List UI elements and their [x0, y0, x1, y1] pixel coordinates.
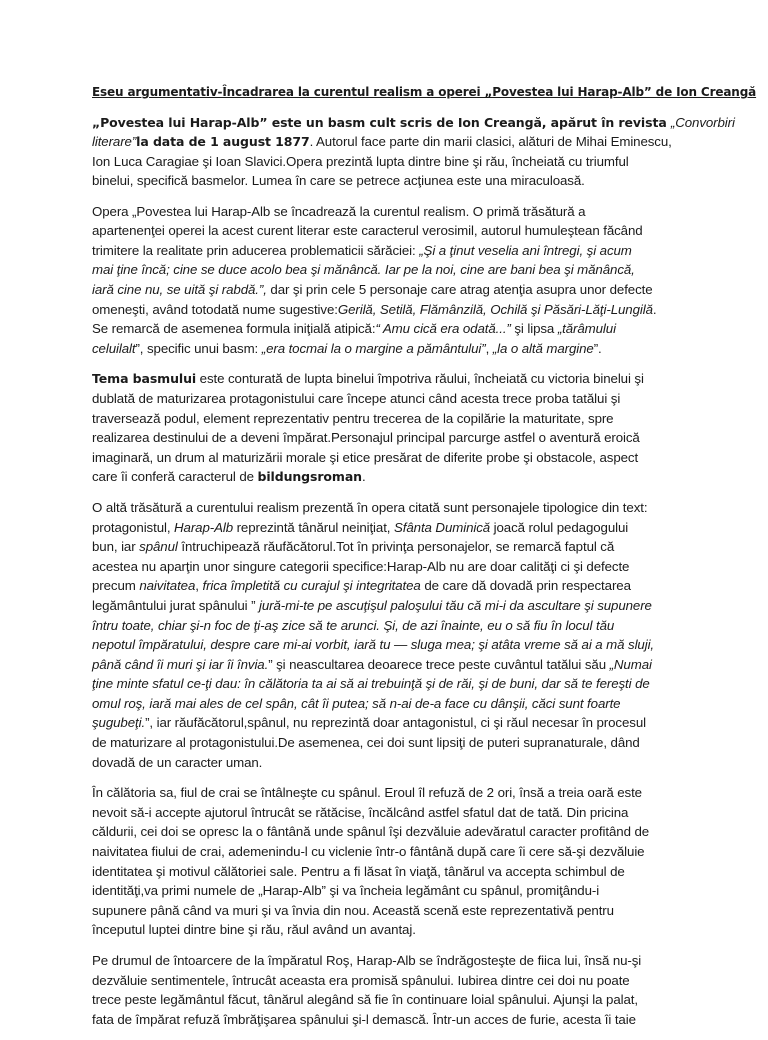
text-line — [92, 221, 692, 241]
text-line — [92, 635, 692, 655]
text-run: O altă trăsătură a curentului realism prezentă în opera citată sunt personajele tipologice din text: — [92, 499, 648, 515]
text-run: Se remarcă de asemenea formula iniţială atipică: — [92, 321, 376, 337]
text-run: traversează podul, element reprezentativ pentru trecerea de la copilărie la maturitate, spre — [92, 410, 614, 426]
text-run: ”. — [593, 340, 602, 356]
text-line — [92, 920, 692, 940]
bold-text: la data de 1 august 1877 — [136, 134, 310, 150]
italic-text: celuilalt — [92, 340, 136, 356]
text-line — [92, 389, 692, 409]
text-run: protagonistul, — [92, 519, 175, 535]
text-line — [92, 428, 692, 448]
text-run: ” şi neascultarea deoarece trece peste cuvântul tatălui său — [268, 656, 610, 672]
text-line — [92, 132, 692, 151]
italic-text: „Numai — [609, 656, 652, 672]
text-line — [92, 202, 692, 222]
paragraph — [92, 202, 692, 359]
italic-text: întru toate, chiar şi-n foc de ţi-aş zice să te arunci. Şi, de azi înainte, eu o să fiu în locul tău — [92, 617, 615, 633]
text-line — [92, 260, 692, 280]
italic-text: spânul — [139, 539, 178, 555]
text-run: nevoit să-i accepte ajutorul întrucât se rătăcise, încălcând astfel sfatul dat de tată. Din pricina — [92, 804, 629, 820]
italic-text: Sfânta Duminică — [394, 519, 491, 535]
text-line — [92, 616, 692, 636]
text-run: . Autorul face parte din marii clasici, alături de Mihai Eminescu, — [309, 134, 672, 150]
text-run: dar şi prin cele 5 personaje care atrag atenţia asupra unor defecte — [266, 282, 653, 297]
text-line — [92, 339, 692, 359]
text-run: Opera „Povestea lui Harap-Alb se încadrează la curentul realism. O primă trăsătură a — [92, 203, 586, 219]
text-line — [92, 300, 692, 320]
text-run: precum — [92, 578, 140, 594]
text-line — [92, 280, 692, 300]
italic-text: omul roş, iară mai ales de cel spân, cât îi putea; să n-ai de-a face cu dânşii, căci sunt foarte — [92, 695, 621, 711]
text-line — [92, 803, 692, 823]
text-line — [92, 448, 692, 468]
paragraph — [92, 783, 692, 940]
text-run: legământului jurat spânului ” — [92, 597, 260, 613]
italic-text: naivitatea — [139, 578, 196, 594]
paragraph — [92, 369, 692, 487]
text-run: naivitatea fiului de crai, ademenindu-l cu viclenie într-o fântână după care îi cere să-şi dezvăluie — [92, 844, 645, 860]
text-run: realizarea destinului de a deveni împărat.Personajul principal parcurge astfel o aventură eroică — [92, 430, 640, 446]
text-run: dovadă de un caracter uman. — [92, 754, 263, 770]
italic-text: şugubeţi. — [92, 715, 146, 731]
text-run: . — [361, 469, 366, 485]
italic-text: „Convorbiri — [670, 115, 735, 130]
text-run: ”, iar răufăcătorul,spânul, nu reprezintă doar antagonistul, ci şi răul necesar în procesul — [145, 715, 646, 731]
text-run: identitatea şi motivul călătoriei sale. Pentru a fi lăsat în viaţă, tânărul va accepta schimbul de — [92, 863, 625, 879]
bold-text: bildungsroman — [257, 469, 362, 485]
document-title: Eseu argumentativ-Încadrarea la curentul realism a operei „Povestea lui Harap-Alb” de Ion Creangă — [92, 85, 757, 99]
text-run: , — [485, 340, 493, 356]
text-run: Pe drumul de întoarcere de la împăratul Roş, Harap-Alb se îndrăgosteşte de fiica lui, însă nu-şi — [92, 953, 642, 968]
text-run: apartenenţei operei la acest curent literar este caracterul verosimil, autorul humuleştean făcând — [92, 223, 643, 239]
italic-text: Harap-Alb — [174, 519, 233, 535]
text-line — [92, 733, 692, 753]
text-line — [92, 694, 692, 714]
italic-text: „era tocmai la o margine a pământului” — [261, 340, 486, 356]
text-line — [92, 537, 692, 557]
text-line — [92, 319, 692, 339]
text-line — [92, 576, 692, 596]
text-line — [92, 655, 692, 675]
text-run: binelui, specifică basmelor. Lumea în care se petrece acţiunea este una miraculoasă. — [92, 173, 585, 189]
text-run: de maturizare al protagonistului.De asemenea, cei doi sunt lipsiţi de puteri supranaturale, dând — [92, 735, 640, 751]
text-line — [92, 498, 692, 518]
text-run: . — [652, 301, 657, 317]
text-line — [92, 557, 692, 577]
text-run: dezvăluie sentimentele, întrucât aceasta era promisă spânului. Iubirea dintre cei doi nu poate — [92, 972, 630, 988]
text-run: , — [195, 578, 203, 594]
text-run: fata de împărat refuză îmbrăţişarea spânului şi-l demască. Într-un acces de furie, acesta îi taie — [92, 1011, 636, 1027]
italic-text: literare” — [92, 134, 137, 150]
text-run: dublată de maturizarea protagonistului care începe atunci când acesta trece proba tatălui şi — [92, 390, 621, 406]
italic-text: ţine minte sfatul ce-ţi dau: în călătoria ta ai să ai trebuinţă şi de răi, şi de buni, dar să te fereşti de — [92, 676, 650, 692]
text-line — [92, 241, 692, 261]
text-line — [92, 171, 692, 190]
text-line — [92, 369, 692, 389]
italic-text: “ Amu cică era odată...” — [375, 321, 511, 337]
italic-text: mai ţine încă; cine se duce acolo bea şi mănâncă. Iar pe la noi, cine are bani bea şi mănâncă, — [92, 262, 635, 278]
text-run: omeneşti, având totodată nume sugestive: — [92, 301, 338, 317]
text-run: căldurii, cei doi se opresc la o fântână unde spânul îşi dezvăluie adevăratul caracter profitând de — [92, 824, 650, 840]
text-line — [92, 1010, 692, 1030]
text-line — [92, 596, 692, 616]
italic-text: jură-mi-te pe ascuţişul paloşului tău că mi-i da ascultare şi supunere — [259, 597, 652, 613]
text-line — [92, 783, 692, 803]
text-run: imaginară, un drum al maturizării morale şi etice presărat de diferite probe şi obstacole, aspect — [92, 449, 639, 465]
text-run: supunere până când va muri şi va învia din nou. Această scenă este reprezentativă pentru — [92, 902, 614, 918]
italic-text: frica împletită cu curajul şi integritatea — [202, 578, 421, 594]
text-run: joacă rolul pedagogului — [490, 519, 629, 535]
text-run: reprezintă tânărul neiniţiat, — [233, 519, 394, 535]
text-run: este conturată de lupta binelui împotriva răului, încheiată cu victoria binelui şi — [196, 371, 644, 387]
text-run: În călătoria sa, fiul de crai se întâlneşte cu spânul. Eroul îl refuză de 2 ori, însă a treia oară este — [92, 785, 642, 801]
text-run: începutul luptei dintre bine şi rău, răul având un avantaj. — [92, 922, 416, 938]
text-run: întruchipează răufăcătorul.Tot în privinţa personajelor, se remarcă faptul că — [177, 539, 615, 555]
text-line — [92, 467, 692, 487]
italic-text: „la o altă margine — [492, 340, 594, 356]
text-run: ”, specific unui basm: — [135, 340, 262, 356]
italic-text: „tărâmului — [557, 321, 616, 337]
text-line — [92, 822, 692, 842]
text-line — [92, 951, 692, 971]
text-line — [92, 518, 692, 538]
paragraph — [92, 951, 692, 1029]
text-line — [92, 842, 692, 862]
text-line — [92, 971, 692, 991]
text-line — [92, 674, 692, 694]
italic-text: „Şi a ţinut veselia ani întregi, şi acum — [419, 242, 632, 258]
text-run: care îi conferă caracterul de — [92, 469, 258, 485]
text-run: trece peste legământul făcut, tânărul alegând să fie în continuare loial spânului. Ajunşi la palat, — [92, 992, 638, 1008]
text-run: identităţi,va primi numele de „Harap-Alb” şi va încheia legământ cu spânul, promiţându-i — [92, 883, 600, 899]
text-run: de care dă dovadă prin respectarea — [420, 578, 631, 594]
document-body — [92, 113, 735, 1040]
text-line — [92, 901, 692, 921]
bold-text: „Povestea lui Harap-Alb” este un basm cult scris de Ion Creangă, apărut în revista — [92, 115, 671, 130]
text-run: şi lipsa — [510, 321, 558, 337]
italic-text: nepotul împăratului, despre care mi-ai vorbit, iară tu — sluga mea; şi atâta vreme să ai a mă sluji, — [92, 637, 655, 653]
text-line — [92, 409, 692, 429]
text-run: trimitere la realitate prin aducerea problematicii sărăciei: — [92, 242, 420, 258]
italic-text: Gerilă, Setilă, Flămânzilă, Ochilă şi Păsări-Lăţi-Lungilă — [337, 301, 653, 317]
italic-text: până când îi muri şi iar îi învia. — [92, 656, 269, 672]
bold-text: Tema basmului — [92, 371, 197, 387]
text-line — [92, 862, 692, 882]
paragraph — [92, 498, 692, 772]
text-line — [92, 152, 692, 171]
text-line — [92, 881, 692, 901]
text-line — [92, 113, 735, 132]
text-line — [92, 753, 692, 773]
text-line — [92, 990, 692, 1010]
paragraph — [92, 113, 735, 191]
italic-text: iară cine nu, se uită şi rabdă.”, — [92, 282, 267, 297]
text-run: bun, iar — [92, 539, 140, 555]
text-run: Ion Luca Caragiae şi Ioan Slavici.Opera prezintă lupta dintre bine şi rău, încheiată cu triumful — [92, 153, 629, 169]
text-line — [92, 713, 692, 733]
text-run: acestea nu aparţin unor singure categorii specifice:Harap-Alb nu are doar calităţi ci şi defecte — [92, 558, 630, 574]
